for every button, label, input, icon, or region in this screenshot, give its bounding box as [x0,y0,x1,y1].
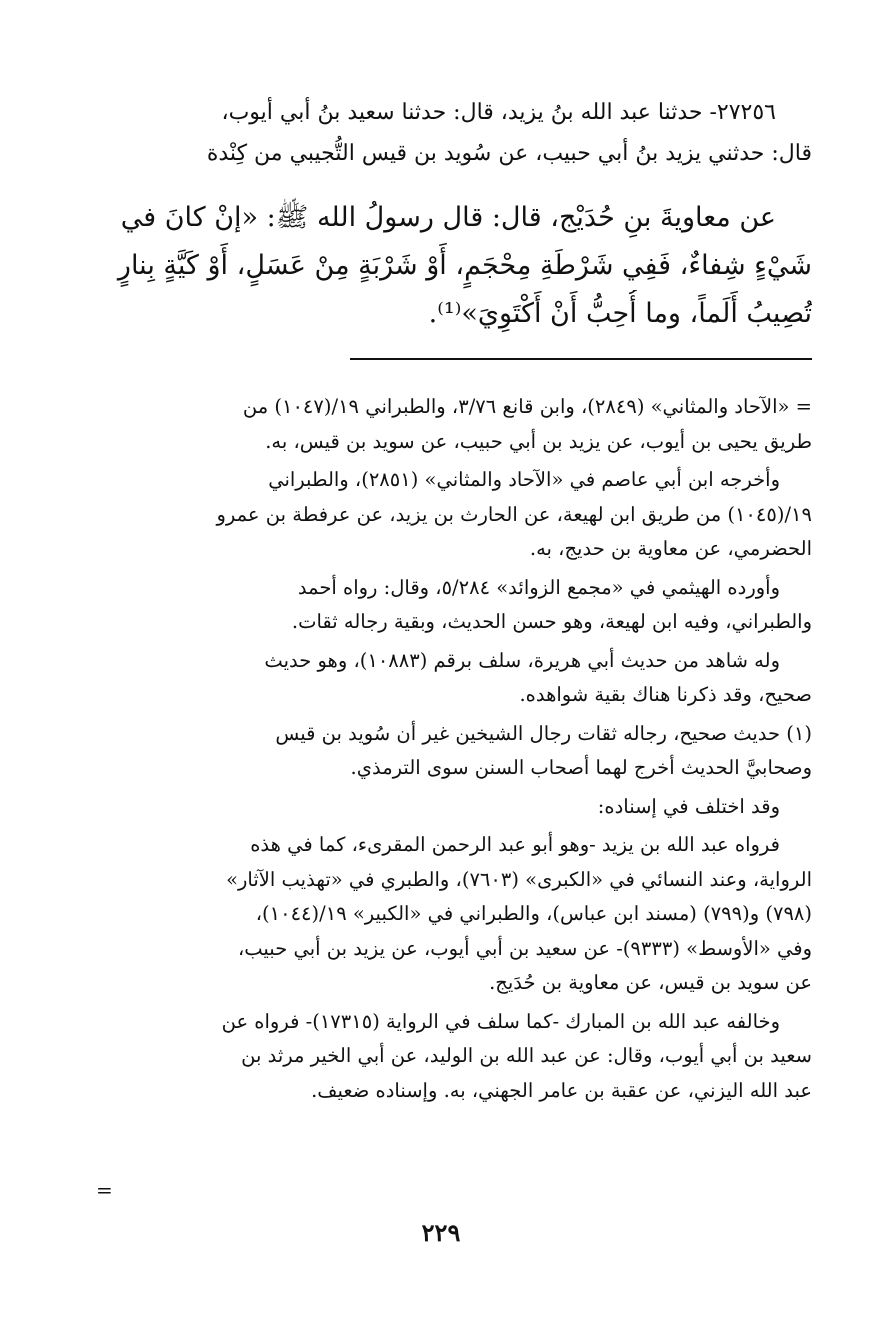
matn-line-2: شَيْءٍ شِفاءٌ، فَفِي شَرْطَةِ مِحْجَمٍ، أَوْ شَرْبَةٍ مِنْ عَسَلٍ، أَوْ كَيَّةٍ بِنارٍ [117,250,812,281]
footnote-paragraph [70,390,812,459]
footnote-line: الحضرمي، عن معاوية بن حديج، به. [529,537,812,560]
footnote-line: عبد الله اليزني، عن عقبة بن عامر الجهني، به. وإسناده ضعيف. [311,1078,812,1102]
footnote-line: وقد اختلف في إسناده: [597,794,780,818]
footnote-line: ١٩/(١٠٤٥) من طريق ابن لهيعة، عن الحارث بن يزيد، عن عرفطة بن عمرو [216,502,812,526]
footnote-paragraph [70,828,812,1001]
footnote-line: طريق يحيى بن أيوب، عن يزيد بن أبي حبيب، عن سويد بن قيس، به. [265,429,812,453]
footnote-line: الرواية، وعند النسائي في «الكبرى» (٧٦٠٣)، والطبري في «تهذيب الآثار» [226,867,812,891]
footnote-paragraph [70,717,812,786]
footnote-paragraph [70,790,812,825]
footnote-line: صحيح، وقد ذكرنا هناك بقية شواهده. [519,683,812,706]
footnote-paragraph [70,1005,812,1109]
footnote-line: والطبراني، وفيه ابن لهيعة، وهو حسن الحديث، وبقية رجاله ثقات. [291,610,812,633]
footnote-line: عن سويد بن قيس، عن معاوية بن حُدَيج. [489,971,812,994]
footnote-line: (١) حديث صحيح، رجاله ثقات رجال الشيخين غير أن سُويد بن قيس [275,721,812,745]
footnote-line: وفي «الأوسط» (٩٣٣٣)- عن سعيد بن أبي أيوب، عن يزيد بن أبي حبيب، [237,936,812,960]
heading-line-2: قال: حدثني يزيد بنُ أبي حبيب، عن سُويد بن قيس التُّجيبي من كِنْدة [206,141,812,166]
footnote-line: (٧٩٨) و(٧٩٩) (مسند ابن عباس)، والطبراني في «الكبير» ١٩/(١٠٤٤)، [255,902,812,925]
footnote-line: فرواه عبد الله بن يزيد -وهو أبو عبد الرحمن المقرىء، كما في هذه [250,833,780,856]
footnote-line: = «الآحاد والمثاني» (٢٨٤٩)، وابن قانع ٣/٧٦، والطبراني ١٩/(١٠٤٧) من [242,395,812,418]
footnote-line: وخالفه عبد الله بن المبارك -كما سلف في الرواية (١٧٣١٥)- فرواه عن [221,1009,780,1033]
footnote-separator [350,358,812,360]
page-number: ٢٢٩ [421,1218,461,1247]
footnote-paragraph [70,644,812,713]
heading-line-1: ٢٧٢٥٦- حدثنا عبد الله بنُ يزيد، قال: حدثنا سعيد بنُ أبي أيوب، [221,100,776,125]
continuation-mark: = [96,1178,113,1202]
hadith-heading [70,92,812,174]
footnote-line: وأخرجه ابن أبي عاصم في «الآحاد والمثاني» (٢٨٥١)، والطبراني [268,468,780,491]
hadith-matn [70,194,812,338]
footnote-line: سعيد بن أبي أيوب، وقال: عن عبد الله بن الوليد، عن أبي الخير مرثد بن [241,1044,812,1067]
matn-line-3: تُصِيبُ أَلَماً، وما أُحِبُّ أَنْ أَكْتَوِيَ»⁽¹⁾. [428,298,812,329]
footnote-line: وصحابيَّ الحديث أخرج لهما أصحاب السنن سوى الترمذي. [350,756,812,779]
footnote-paragraph [70,463,812,567]
footnote-line: وله شاهد من حديث أبي هريرة، سلف برقم (١٠٨٨٣)، وهو حديث [264,648,780,672]
footnote-paragraph [70,571,812,640]
matn-line-1: عن معاويةَ بنِ حُدَيْج، قال: قال رسولُ الله ﷺ: «إنْ كانَ في [120,202,776,233]
footnotes [70,390,812,1112]
footnote-line: وأورده الهيثمي في «مجمع الزوائد» ٥/٢٨٤، وقال: رواه أحمد [297,575,780,599]
